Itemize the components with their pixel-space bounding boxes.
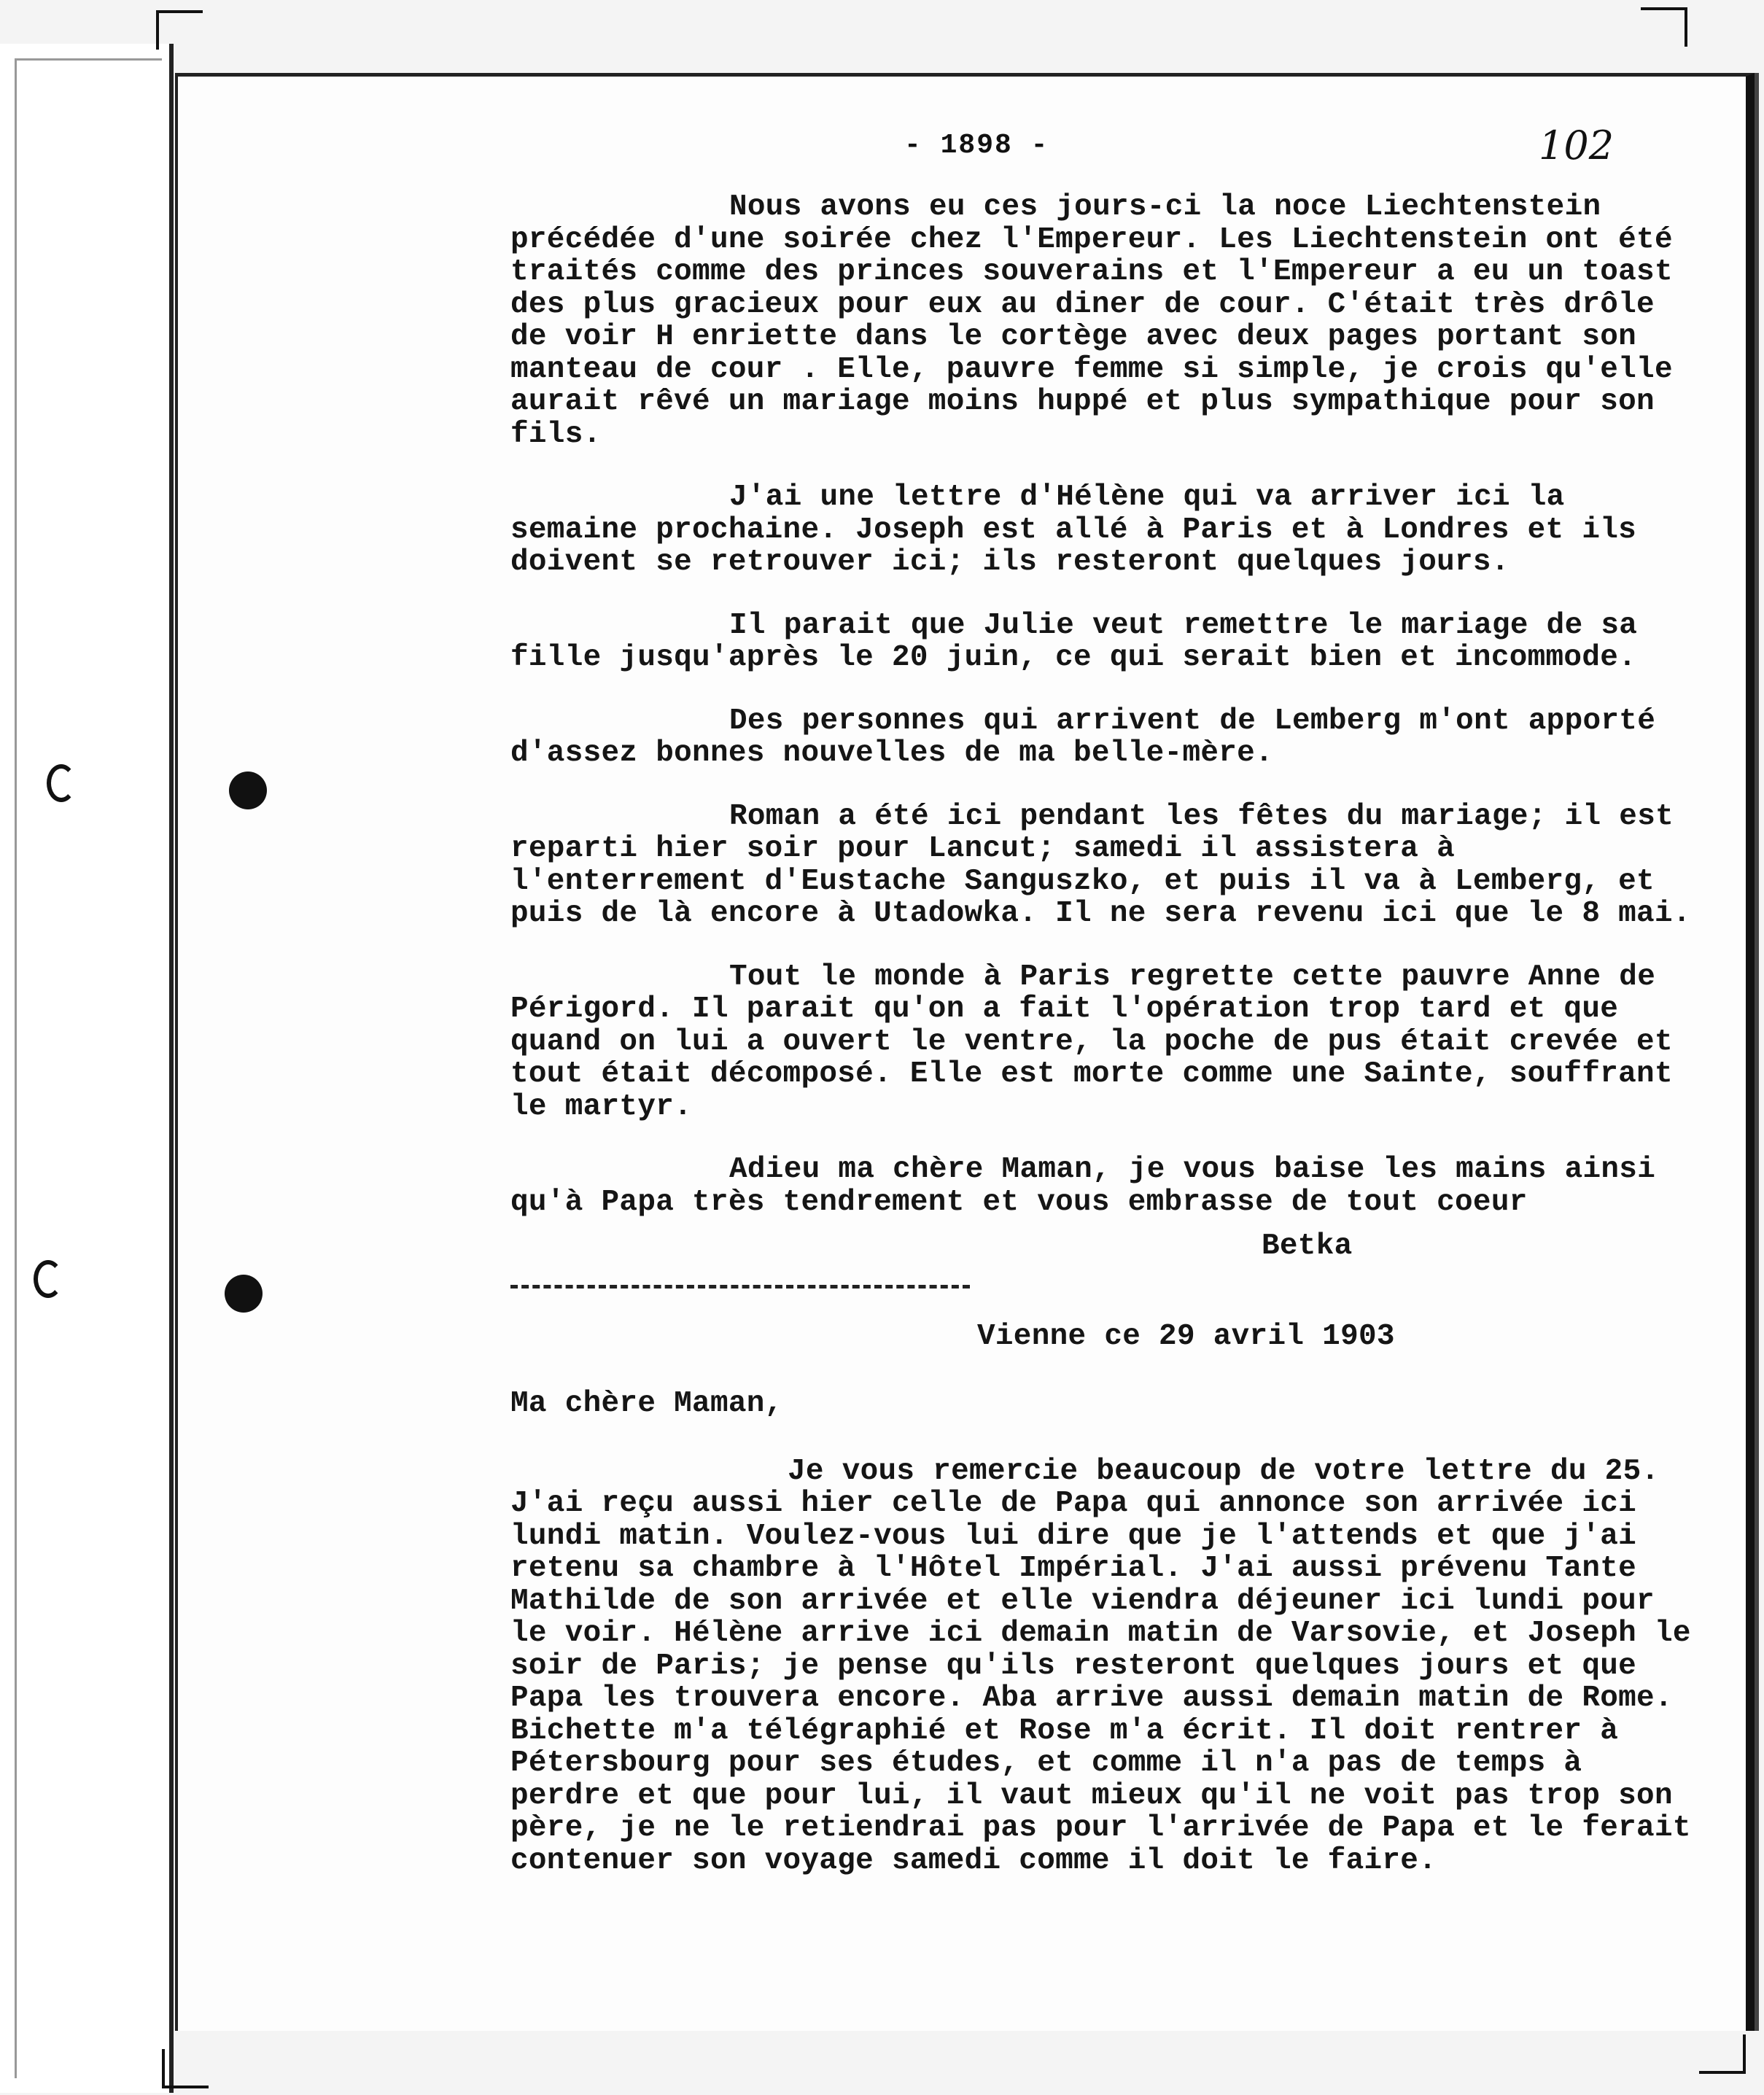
crop-mark-top-left: [156, 10, 203, 50]
letter1-signature: Betka: [1262, 1229, 1353, 1263]
letter1-paragraph-6: Tout le monde à Paris regrette cette pauvre Anne de Périgord. Il parait qu'on a fait l'opération trop tard et que quand on lui a ouvert le ventre, la poche de pus était crevée et tout était décomposé. Elle est morte comme une Sainte, souffrant le martyr.: [510, 960, 1673, 1124]
crop-mark-bottom-right: [1699, 2034, 1746, 2074]
letter2-date-line: Vienne ce 29 avril 1903: [977, 1319, 1395, 1353]
letter1-paragraph-5: Roman a été ici pendant les fêtes du mariage; il est reparti hier soir pour Lancut; samedi il assistera à l'enterrement d'Eustache Sanguszko, et puis il va à Lemberg, et puis de là encore à Utadowka. Il ne sera revenu ici que le 8 mai.: [510, 799, 1691, 930]
binder-ring-mark: [34, 1260, 63, 1298]
binder-edge: [0, 44, 174, 2093]
punch-hole: [225, 1275, 263, 1313]
page-header-year: - 1898 -: [904, 130, 1049, 161]
letter1-closing: Adieu ma chère Maman, je vous baise les mains ainsi qu'à Papa très tendrement et vous embrasse de tout coeur: [510, 1153, 1656, 1219]
letter1-paragraph-2: J'ai une lettre d'Hélène qui va arriver ici la semaine prochaine. Joseph est allé à Paris et à Londres et ils doivent se retrouver ici; ils resteront quelques jours.: [510, 481, 1637, 579]
crop-mark-top-right: [1641, 7, 1687, 47]
letter1-paragraph-3: Il parait que Julie veut remettre le mariage de sa fille jusqu'après le 20 juin, ce qui serait bien et incommode.: [510, 608, 1638, 675]
punch-hole: [229, 771, 267, 809]
letter-divider: [510, 1285, 970, 1289]
letter2-body: Je vous remercie beaucoup de votre lettre du 25. J'ai reçu aussi hier celle de Papa qui annonce son arrivée ici lundi matin. Voulez-vous lui dire que je l'attends et que j'ai retenu sa chambre à l'Hôtel Impérial. J'ai aussi prévenu Tante Mathilde de son arrivée et elle viendra déjeuner ici lundi pour le voir. Hélène arrive ici demain matin de Varsovie, et Joseph le soir de Paris; je pense qu'ils resteront quelques jours et que Papa les trouvera encore. Aba arrive aussi demain matin de Rome. Bichette m'a télégraphié et Rose m'a écrit. Il doit rentrer à Pétersbourg pour ses études, et comme il n'a pas de temps à perdre et que pour lui, il vaut mieux qu'il ne voit pas trop son père, je ne le retiendrai pas pour l'arrivée de Papa et le ferait contenuer son voyage samedi comme il doit le faire.: [510, 1454, 1691, 1878]
binder-ring-mark: [47, 764, 76, 802]
crop-mark-bottom-left: [162, 2049, 209, 2088]
page-number: 102: [1539, 123, 1615, 168]
letter1-paragraph-4: Des personnes qui arrivent de Lemberg m'ont apporté d'assez bonnes nouvelles de ma belle-mère.: [510, 704, 1656, 770]
letter2-salutation: Ma chère Maman,: [510, 1387, 783, 1420]
letter1-paragraph-1: Nous avons eu ces jours-ci la noce Liechtenstein précédée d'une soirée chez l'Empereur. Les Liechtenstein ont été traités comme des princes souverains et l'Empereur a eu un toast des plus gracieux pour eux au diner de cour. C'était très drôle de voir H enriette dans le cortège avec deux pages portant son manteau de cour . Elle, pauvre femme si simple, je crois qu'elle aurait rêvé un mariage moins huppé et plus sympathique pour son fils.: [510, 190, 1673, 451]
letter-content: [510, 191, 1706, 1908]
